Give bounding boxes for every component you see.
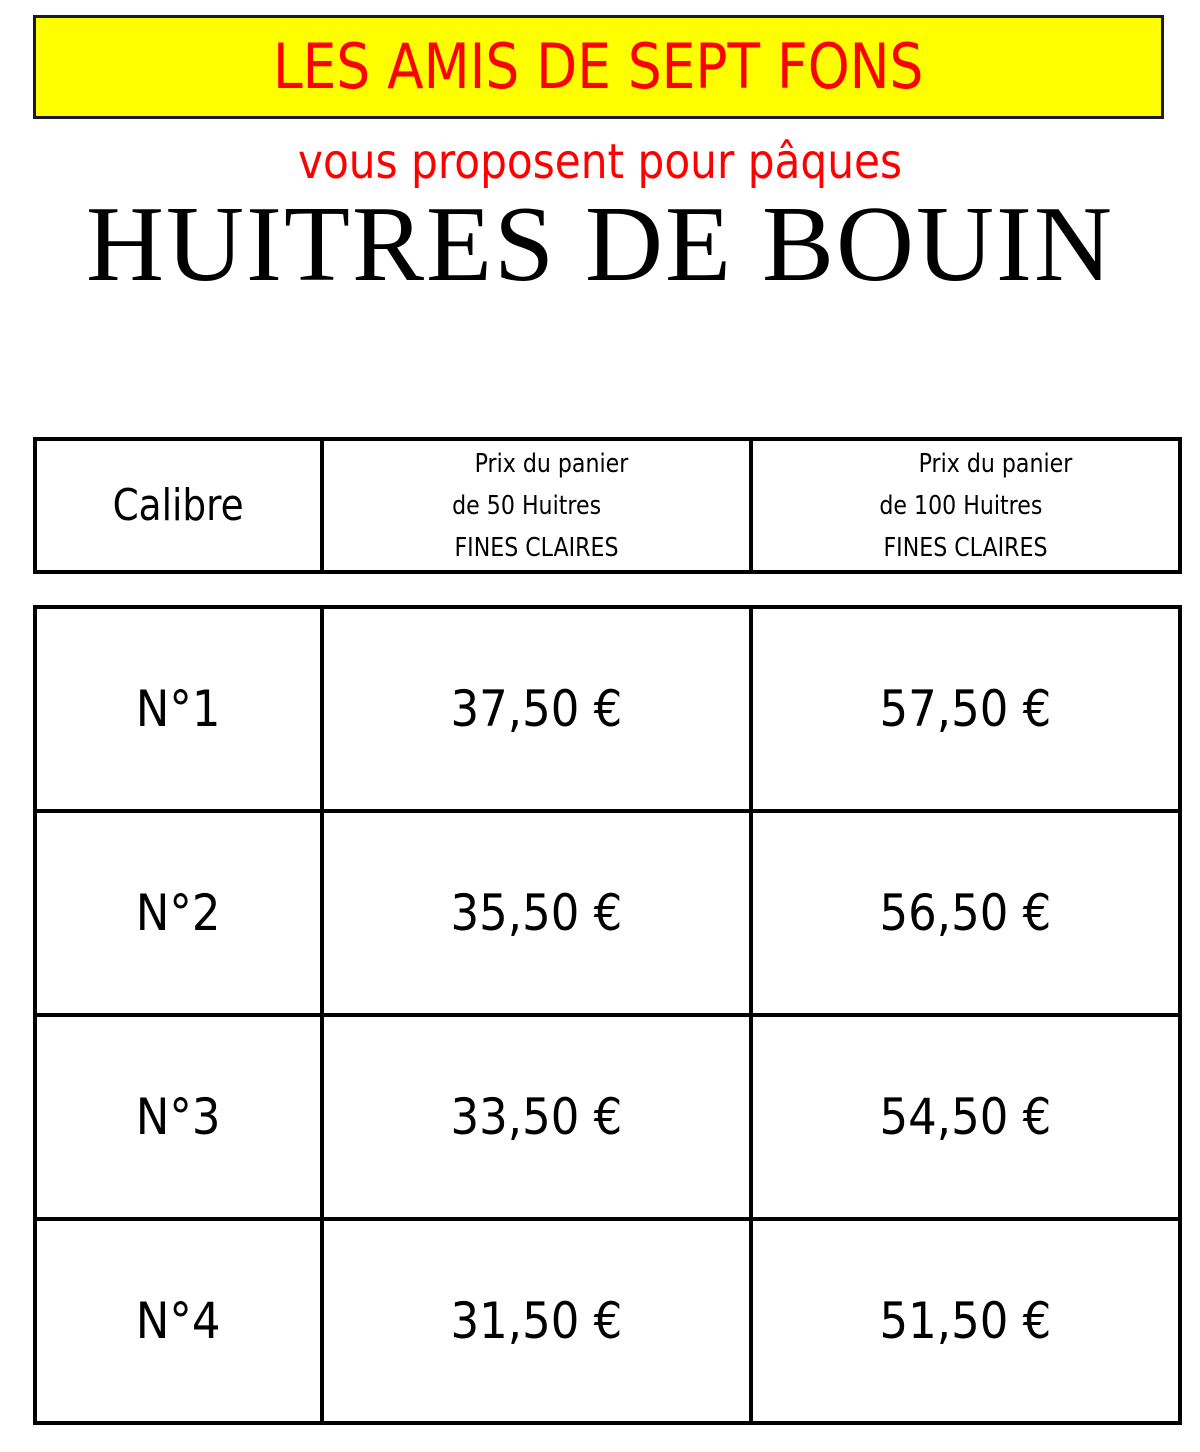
price-100-cell: 56,50 € [751,811,1180,1015]
table-row [35,607,1180,811]
price-50-cell: 31,50 € [322,1219,751,1423]
calibre-cell: N°1 [35,607,322,811]
calibre-cell: N°3 [35,1015,322,1219]
calibre-cell: N°4 [35,1219,322,1423]
table-row [35,1015,1180,1219]
header-50-line1: Prix du panier [474,448,629,479]
price-50-cell: 35,50 € [322,811,751,1015]
header-100-line2: de 100 Huitres [878,490,1042,521]
price-50-cell: 37,50 € [322,607,751,811]
header-50-line3: FINES CLAIRES [454,532,619,563]
header-50-line2: de 50 Huitres [452,490,601,521]
price-50-cell: 33,50 € [322,1015,751,1219]
header-price-100 [751,439,1180,572]
calibre-cell: N°2 [35,811,322,1015]
price-100-cell: 57,50 € [751,607,1180,811]
header-100-line1: Prix du panier [918,448,1073,479]
table-row [35,1219,1180,1423]
header-100-line3: FINES CLAIRES [883,532,1048,563]
table-row [35,811,1180,1015]
price-table-header [33,437,1182,574]
header-price-50 [322,439,751,572]
banner-title: LES AMIS DE SEPT FONS [273,30,924,103]
subtitle: vous proposent pour pâques [297,134,903,190]
header-banner [33,15,1164,119]
header-calibre: Calibre [35,439,322,572]
price-100-cell: 54,50 € [751,1015,1180,1219]
page-title: HUITRES DE BOUIN [86,185,1114,304]
price-100-cell: 51,50 € [751,1219,1180,1423]
price-table [33,605,1182,1425]
